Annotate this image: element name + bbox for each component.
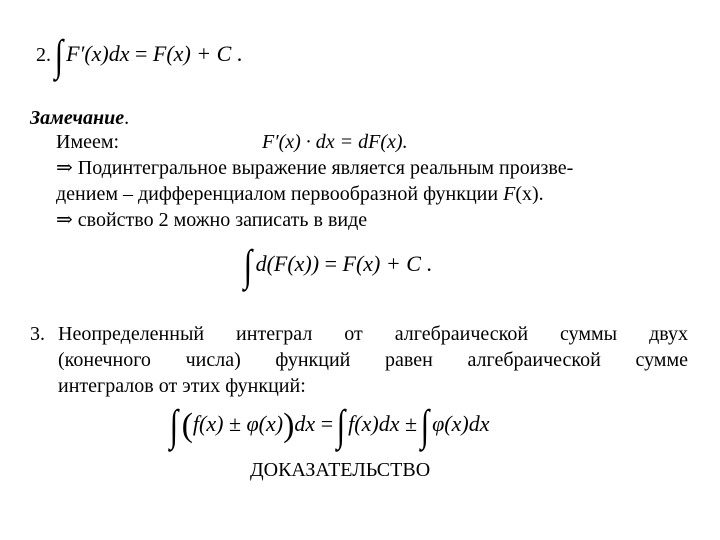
implies-arrow-icon: ⇒	[56, 209, 73, 231]
property-3-line-3: интегралов от этих функций:	[58, 375, 306, 397]
remark-formula	[243, 241, 432, 290]
remark-formula-equals: =	[324, 251, 337, 277]
remark-line-2	[56, 182, 544, 206]
formula-dot: .	[236, 41, 243, 67]
proof-label: ДОКАЗАТЕЛЬСТВО	[250, 459, 431, 481]
formula-plus-minus: ±	[404, 411, 418, 437]
remark-formula-rhs: F(x) + C	[342, 251, 421, 277]
integral-sign-icon: ∫	[243, 241, 253, 290]
remark-line-1	[56, 156, 573, 180]
property-3-number: 3.	[30, 323, 45, 345]
formula-equals: =	[135, 41, 148, 67]
formula-equals: =	[320, 411, 334, 437]
remark-line-3	[56, 208, 367, 232]
formula-rhs: F(x) + C	[152, 41, 232, 67]
integral-sign-icon: ∫	[54, 31, 63, 80]
remark-formula-dot: .	[426, 251, 432, 277]
remark-title-dot: .	[124, 107, 130, 129]
integral-sign-icon: ∫	[169, 401, 179, 450]
remark-title	[30, 106, 129, 130]
property-2-formula	[36, 31, 243, 80]
remark-line-2-text: дением – дифференциалом первообразной функции	[56, 183, 504, 205]
formula-term-1: f(x)dx	[348, 411, 400, 437]
implies-arrow-icon: ⇒	[56, 157, 73, 179]
property-number: 2.	[36, 44, 51, 67]
remark-title-text: Замечание	[30, 107, 125, 129]
formula-lhs: F′(x)dx	[66, 41, 130, 67]
property-3-line-1: Неопределенный интеграл от алгебраической суммы двух	[58, 323, 688, 345]
integral-sign-icon: ∫	[420, 401, 429, 450]
remark-have-label: Имеем:	[56, 131, 120, 153]
remark-line-3-text: свойство 2 можно записать в виде	[77, 209, 368, 231]
remark-have-formula: F′(x) · dx = dF(x).	[262, 131, 408, 153]
formula-inner: f(x) ± φ(x)	[192, 411, 284, 437]
formula-dx: dx	[294, 411, 316, 437]
open-paren: (	[181, 407, 193, 444]
close-paren: )	[283, 407, 295, 444]
integral-sign-icon: ∫	[336, 401, 345, 450]
property-3-formula	[169, 401, 490, 450]
formula-term-2: φ(x)dx	[432, 411, 490, 437]
remark-formula-lhs: d(F(x))	[255, 251, 320, 277]
remark-line-2-var: F	[503, 183, 516, 205]
remark-line-2-arg: (x).	[515, 183, 544, 205]
remark-line-1-text: Подинтегральное выражение является реальным произве-	[77, 157, 574, 179]
property-3-line-2: (конечного числа) функций равен алгебраической сумме	[58, 349, 688, 371]
